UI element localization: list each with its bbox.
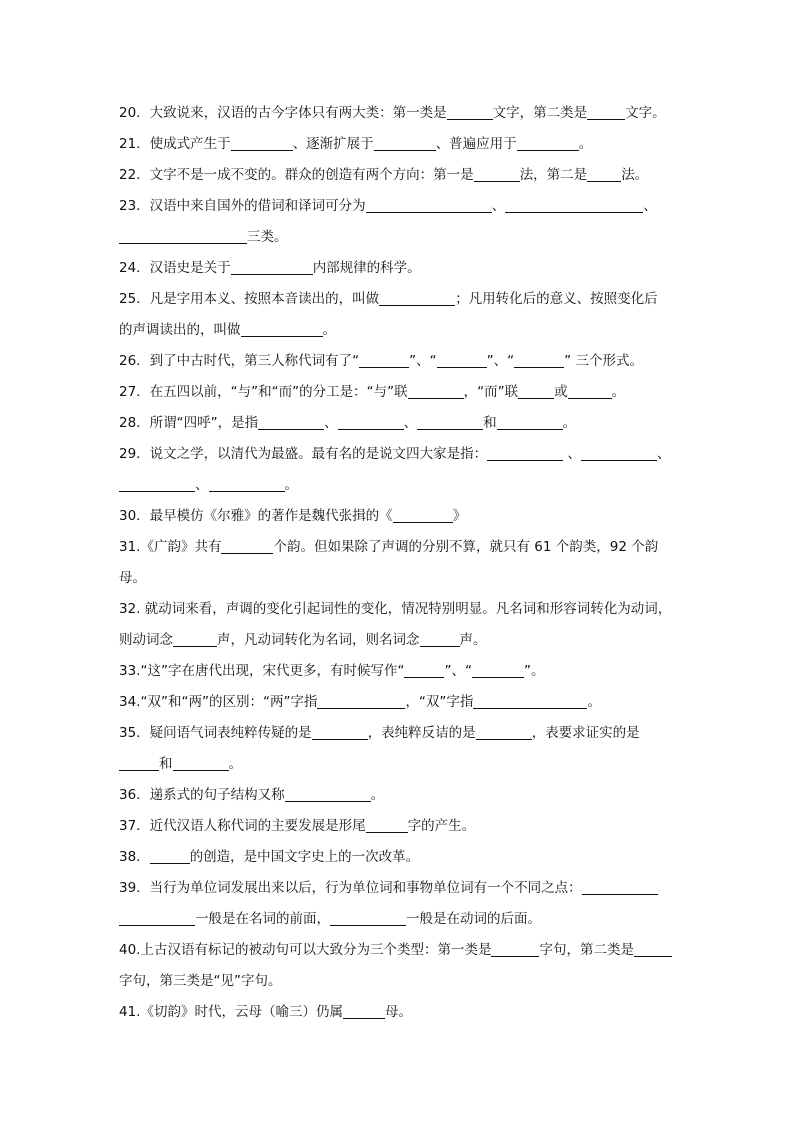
question-line [119, 904, 679, 935]
question-line [119, 811, 679, 842]
answer-blank[interactable] [119, 909, 195, 926]
answer-blank[interactable] [581, 444, 657, 461]
question-text: 36．递系式的句子结构又称 [119, 787, 285, 803]
question-text: 法。 [621, 167, 649, 183]
question-text: 40.上古汉语有标记的被动句可以大致分为三个类型：第一类是 [119, 942, 492, 958]
question-line [119, 501, 679, 532]
question-text: 母。 [384, 1004, 412, 1020]
question-line [119, 873, 679, 904]
question-text: 、逐渐扩展于 [292, 136, 374, 152]
answer-blank[interactable] [404, 661, 444, 678]
question-text: 33.“这”字在唐代出现，宋代更多，有时候写作“ [119, 663, 405, 679]
question-line [119, 222, 679, 253]
answer-blank[interactable] [497, 413, 563, 430]
answer-blank[interactable] [330, 909, 406, 926]
question-line [119, 563, 679, 594]
question-line [119, 160, 679, 191]
question-text: 和 [483, 415, 497, 431]
question-text: ”、“ [486, 353, 515, 369]
answer-blank[interactable] [491, 940, 539, 957]
answer-blank[interactable] [258, 413, 324, 430]
question-text: 25．凡是字用本义、按照本音读出的，叫做 [119, 291, 380, 307]
answer-blank[interactable] [241, 320, 323, 337]
question-text: 29．说文之学，以清代为最盛。最有名的是说文四大家是指： [119, 446, 488, 462]
question-text: 》 [452, 508, 467, 524]
question-text: 的声调读出的，叫做 [119, 322, 241, 338]
answer-blank[interactable] [343, 1002, 385, 1019]
answer-blank[interactable] [359, 351, 409, 368]
question-text: 31.《广韵》共有 [119, 539, 222, 555]
question-text: 26．到了中古时代，第三人称代词有了“ [119, 353, 360, 369]
question-line [119, 191, 679, 222]
answer-blank[interactable] [119, 475, 195, 492]
answer-blank[interactable] [393, 506, 453, 523]
answer-blank[interactable] [312, 723, 368, 740]
answer-blank[interactable] [505, 196, 643, 213]
answer-blank[interactable] [317, 692, 405, 709]
question-line [119, 687, 679, 718]
question-text: ” 三个形式。 [564, 353, 643, 369]
question-text: ；凡用转化后的意义、按照变化后 [455, 291, 658, 307]
question-text: 30．最早模仿《尔雅》的著作是魏代张揖的《 [119, 508, 393, 524]
question-text: 、 [195, 477, 209, 493]
answer-blank[interactable] [221, 537, 273, 554]
question-text: ，表要求证实的是 [531, 725, 640, 741]
question-line [119, 470, 679, 501]
question-text: 24．汉语史是关于 [119, 260, 231, 276]
question-line [119, 594, 679, 625]
question-text: 38． [119, 849, 150, 865]
answer-blank[interactable] [514, 351, 564, 368]
question-text: ，“而”联 [463, 384, 519, 400]
question-text: 或 [554, 384, 568, 400]
answer-blank[interactable] [587, 103, 625, 120]
question-text: 。 [587, 694, 601, 710]
question-text: ”。 [523, 663, 545, 679]
question-text: ”、“ [444, 663, 472, 679]
answer-blank[interactable] [338, 413, 404, 430]
question-line [119, 749, 679, 780]
question-line [119, 129, 679, 160]
question-line [119, 656, 679, 687]
answer-blank[interactable] [366, 816, 408, 833]
question-text: 、 [656, 446, 671, 462]
question-text: ，“双”字指 [405, 694, 474, 710]
answer-blank[interactable] [119, 227, 247, 244]
answer-blank[interactable] [447, 103, 493, 120]
answer-blank[interactable] [473, 692, 587, 709]
answer-blank[interactable] [366, 196, 492, 213]
answer-blank[interactable] [417, 413, 483, 430]
question-line [119, 315, 679, 346]
answer-blank[interactable] [517, 134, 579, 151]
question-text: 个韵。但如果除了声调的分别不算，就只有 61 个韵类，92 个韵 [273, 539, 659, 555]
question-line [119, 718, 679, 749]
question-line [119, 997, 679, 1028]
answer-blank[interactable] [476, 723, 532, 740]
answer-blank[interactable] [568, 382, 612, 399]
question-text: 则动词念 [119, 632, 173, 648]
question-line [119, 625, 679, 656]
question-line [119, 98, 679, 129]
question-text: 、 [403, 415, 418, 431]
answer-blank[interactable] [472, 661, 524, 678]
question-text: 、 [491, 198, 506, 214]
question-line [119, 377, 679, 408]
question-text: 、 [324, 415, 338, 431]
question-text: 字的产生。 [407, 818, 476, 834]
answer-blank[interactable] [285, 785, 371, 802]
question-text: 。 [562, 415, 577, 431]
answer-blank[interactable] [582, 878, 658, 895]
question-text: 法，第二是 [519, 167, 588, 183]
question-line [119, 439, 679, 470]
question-line [119, 346, 679, 377]
question-text: 23．汉语中来自国外的借词和译词可分为 [119, 198, 366, 214]
question-text: 文字，第二类是 [492, 105, 588, 121]
question-line [119, 966, 679, 997]
answer-blank[interactable] [374, 134, 436, 151]
question-line [119, 253, 679, 284]
question-text: ”、“ [409, 353, 437, 369]
question-line [119, 842, 679, 873]
question-text: 32. 就动词来看，声调的变化引起词性的变化，情况特别明显。凡名词和形容词转化为动词， [119, 601, 672, 617]
answer-blank[interactable] [474, 165, 520, 182]
question-text: 、普遍应用于 [435, 136, 517, 152]
answer-blank[interactable] [420, 630, 460, 647]
answer-blank[interactable] [634, 940, 672, 957]
question-line [119, 532, 679, 563]
answer-blank[interactable] [231, 258, 313, 275]
question-text: 。 [370, 787, 385, 803]
answer-blank[interactable] [150, 847, 190, 864]
answer-blank[interactable] [408, 382, 464, 399]
question-text: 三类。 [247, 229, 288, 245]
question-text: 声，凡动词转化为名词，则名词念 [217, 632, 420, 648]
question-text: 一般是在名词的前面， [195, 911, 330, 927]
answer-blank[interactable] [437, 351, 487, 368]
question-text: 文字。 [625, 105, 666, 121]
question-text: 37．近代汉语人称代词的主要发展是形尾 [119, 818, 366, 834]
question-text: 的创造，是中国文字史上的一次改革。 [189, 849, 420, 865]
answer-blank[interactable] [487, 444, 563, 461]
question-text: 声。 [459, 632, 487, 648]
question-line [119, 780, 679, 811]
question-text: 和 [159, 756, 173, 772]
question-text: 27．在五四以前，“与”和“而”的分工是：“与”联 [119, 384, 408, 400]
question-text: 、 [563, 446, 581, 462]
answer-blank[interactable] [173, 754, 229, 771]
question-text: 母。 [119, 570, 146, 586]
question-text: 39．当行为单位词发展出来以后，行为单位词和事物单位词有一个不同之点： [119, 880, 582, 896]
answer-blank[interactable] [173, 630, 217, 647]
question-text: 22．文字不是一成不变的。群众的创造有两个方向：第一是 [119, 167, 474, 183]
question-text: 。 [578, 136, 593, 152]
question-text: 20．大致说来，汉语的古今字体只有两大类：第一类是 [119, 105, 447, 121]
answer-blank[interactable] [379, 289, 455, 306]
question-text: 。 [322, 322, 336, 338]
question-text: 。 [228, 756, 242, 772]
question-line [119, 284, 679, 315]
answer-blank[interactable] [209, 475, 285, 492]
question-line [119, 935, 679, 966]
question-text: 21．使成式产生于 [119, 136, 231, 152]
question-text: 一般是在动词的后面。 [406, 911, 541, 927]
answer-blank[interactable] [119, 754, 159, 771]
question-text: 内部规律的科学。 [312, 260, 421, 276]
answer-blank[interactable] [231, 134, 293, 151]
question-text: 41.《切韵》时代，云母（喻三）仍属 [119, 1004, 343, 1020]
answer-blank[interactable] [587, 165, 621, 182]
question-text: 、 [643, 198, 657, 214]
answer-blank[interactable] [518, 382, 554, 399]
question-text: 。 [611, 384, 626, 400]
question-text: 35．疑问语气词表纯粹传疑的是 [119, 725, 312, 741]
question-text: ，表纯粹反诘的是 [367, 725, 476, 741]
question-text: 字句，第三类是“见”字句。 [119, 973, 282, 989]
question-text: 34.“双”和“两”的区别：“两”字指 [119, 694, 318, 710]
question-text: 字句，第二类是 [539, 942, 634, 958]
question-line [119, 408, 679, 439]
question-text: 。 [284, 477, 298, 493]
question-text: 28．所谓“四呼”，是指 [119, 415, 259, 431]
